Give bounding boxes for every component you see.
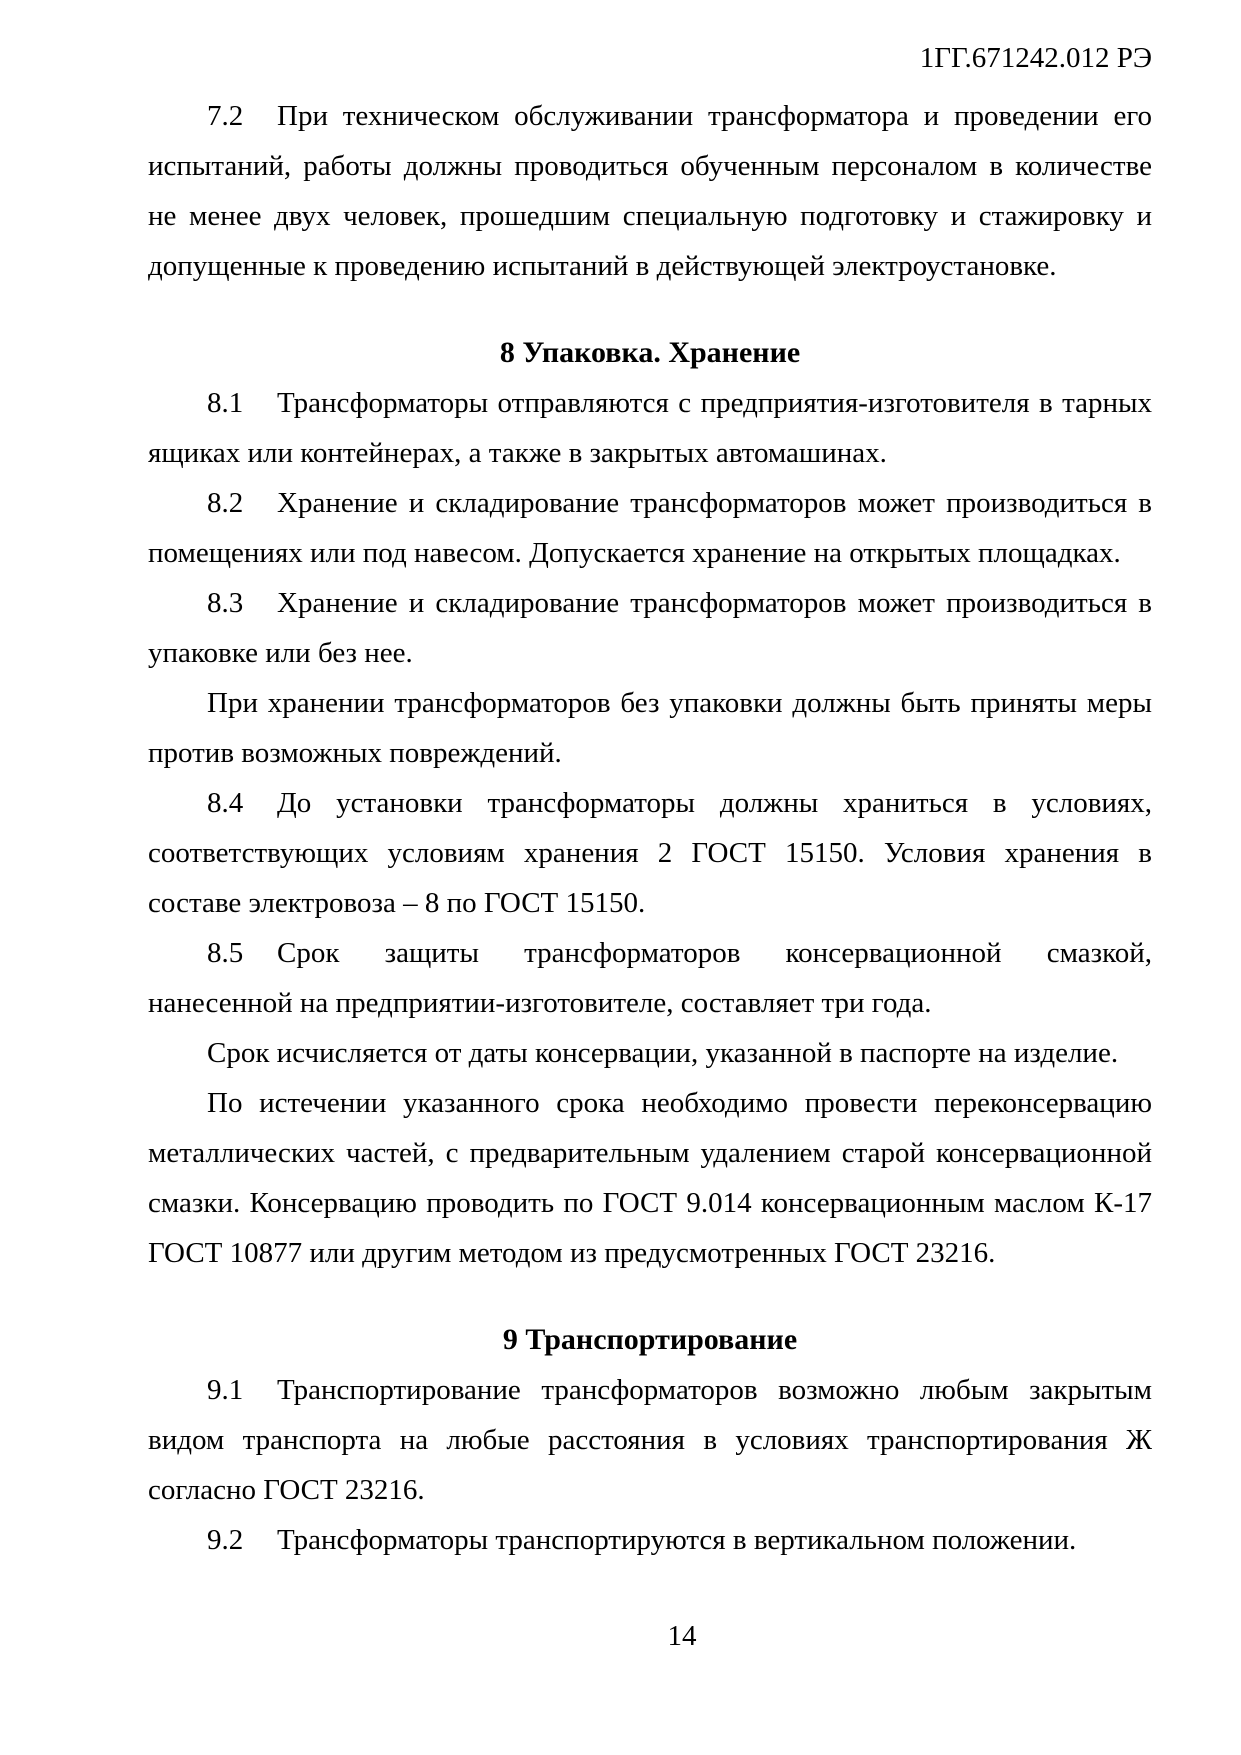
document-code: 1ГГ.671242.012 РЭ (919, 42, 1152, 74)
clause-number-8-3: 8.3 (207, 587, 244, 619)
clause-text-8-5: Срок защиты трансформаторов консервационной смазкой, нанесенной на предприятии-изготовителе, составляет три года. (148, 937, 1152, 1019)
paragraph-9-2 (148, 1515, 1152, 1565)
clause-number-9-2: 9.2 (207, 1524, 244, 1556)
paragraph-9-1 (148, 1365, 1152, 1515)
paragraph-7-2 (148, 91, 1152, 291)
page-number: 14 (667, 1620, 697, 1652)
clause-number-8-4: 8.4 (207, 787, 244, 819)
clause-number-7-2: 7.2 (207, 100, 244, 132)
paragraph-8-3 (148, 578, 1152, 678)
paragraph-8-2 (148, 478, 1152, 578)
clause-text-8-4: До установки трансформаторы должны храниться в условиях, соответствующих условиям хранения 2 ГОСТ 15150. Условия хранения в составе электровоза – 8 по ГОСТ 15150. (148, 787, 1152, 919)
clause-text-9-2: Трансформаторы транспортируются в вертикальном положении. (277, 1524, 1077, 1556)
clause-text-7-2: При техническом обслуживании трансформатора и проведении его испытаний, работы должны проводиться обученным персоналом в количестве не менее двух человек, прошедшим специальную подготовку и стажировку и допущенные к проведению испытаний в действующей электроустановке. (148, 100, 1152, 282)
paragraph-8-3-note (148, 678, 1152, 778)
paragraph-8-5-represervation (148, 1078, 1152, 1278)
section-heading-9-transportation: 9 Транспортирование (502, 1323, 798, 1356)
clause-text-8-3-note: При хранении трансформаторов без упаковки должны быть приняты меры против возможных повреждений. (148, 687, 1152, 769)
paragraph-8-4 (148, 778, 1152, 928)
paragraph-8-1 (148, 378, 1152, 478)
clause-text-8-5-represervation: По истечении указанного срока необходимо провести переконсервацию металлических частей, с предварительным удалением старой консервационной смазки. Консервацию проводить по ГОСТ 9.014 консервационным маслом К-17 ГОСТ 10877 или другим методом из предусмотренных ГОСТ 23216. (148, 1087, 1152, 1269)
clause-number-8-5: 8.5 (207, 937, 244, 969)
clause-text-8-2: Хранение и складирование трансформаторов может производиться в помещениях или под навесом. Допускается хранение на открытых площадках. (148, 487, 1152, 569)
paragraph-8-5 (148, 928, 1152, 1028)
clause-text-8-5-term: Срок исчисляется от даты консервации, указанной в паспорте на изделие. (207, 1037, 1119, 1069)
clause-number-8-2: 8.2 (207, 487, 244, 519)
clause-text-9-1: Транспортирование трансформаторов возможно любым закрытым видом транспорта на любые расстояния в условиях транспортирования Ж согласно ГОСТ 23216. (148, 1374, 1152, 1506)
clause-number-9-1: 9.1 (207, 1374, 244, 1406)
paragraph-8-5-term (148, 1028, 1152, 1078)
clause-text-8-3: Хранение и складирование трансформаторов может производиться в упаковке или без нее. (148, 587, 1152, 669)
clause-number-8-1: 8.1 (207, 387, 244, 419)
section-heading-8-packing-storage: 8 Упаковка. Хранение (499, 336, 801, 369)
clause-text-8-1: Трансформаторы отправляются с предприятия-изготовителя в тарных ящиках или контейнерах, а также в закрытых автомашинах. (148, 387, 1152, 469)
